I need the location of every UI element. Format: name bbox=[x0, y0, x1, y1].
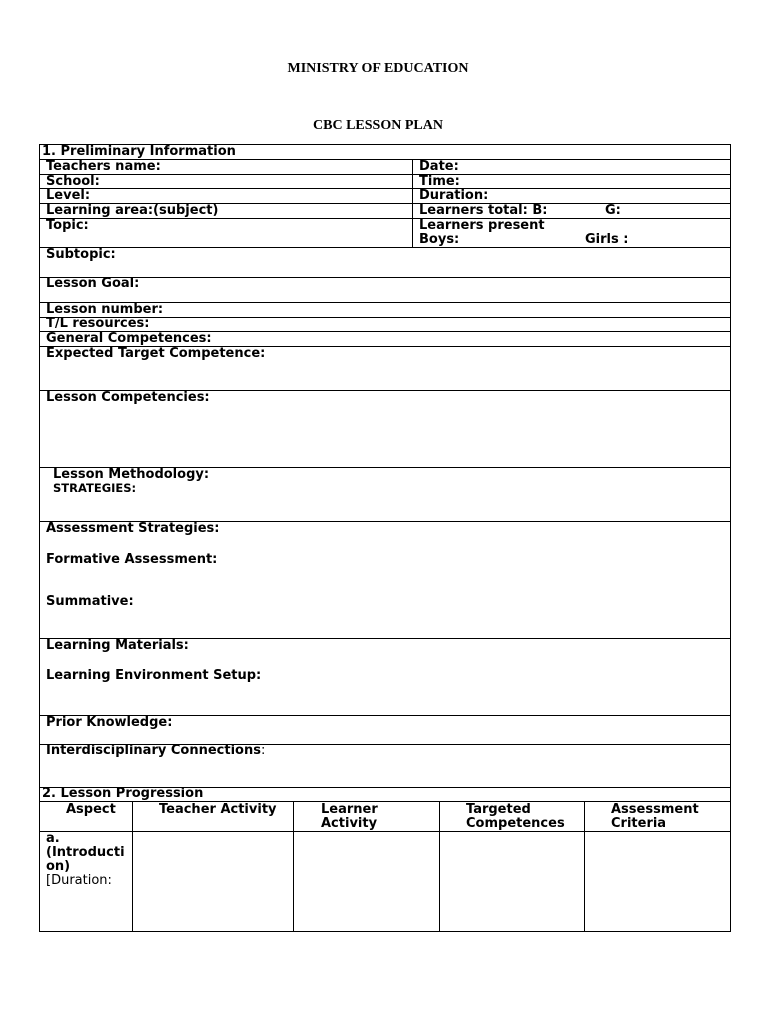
duration-label: Duration: bbox=[419, 188, 489, 203]
lesson-number-label: Lesson number: bbox=[46, 302, 164, 317]
row-divider bbox=[39, 188, 731, 189]
strategies-label: STRATEGIES: bbox=[53, 481, 137, 495]
learning-environment-setup-label: Learning Environment Setup: bbox=[46, 668, 262, 683]
row-a-label-line1: a. bbox=[46, 831, 60, 846]
learning-materials-label: Learning Materials: bbox=[46, 638, 189, 653]
lesson-goal-label: Lesson Goal: bbox=[46, 276, 140, 291]
row-a-label-line2: (Introducti bbox=[46, 845, 125, 860]
subtopic-label: Subtopic: bbox=[46, 247, 116, 262]
column-header-learner-activity-line2: Activity bbox=[321, 816, 378, 831]
general-competences-label: General Competences: bbox=[46, 331, 212, 346]
column-header-targeted-line1: Targeted bbox=[466, 802, 531, 817]
learners-total-boys-label: Learners total: B: bbox=[419, 203, 548, 218]
assessment-strategies-label: Assessment Strategies: bbox=[46, 521, 220, 536]
boys-label: Boys: bbox=[419, 232, 460, 247]
girls-label: Girls : bbox=[585, 232, 629, 247]
column-header-assessment-line2: Criteria bbox=[611, 816, 667, 831]
time-label: Time: bbox=[419, 174, 460, 189]
tl-resources-label: T/L resources: bbox=[46, 316, 150, 331]
column-divider bbox=[132, 801, 133, 932]
column-divider bbox=[439, 801, 440, 932]
row-divider bbox=[39, 831, 731, 832]
column-header-targeted-line2: Competences bbox=[466, 816, 565, 831]
learning-area-label: Learning area:(subject) bbox=[46, 203, 219, 218]
column-header-aspect: Aspect bbox=[66, 802, 116, 817]
interdisciplinary-connections-text: Interdisciplinary Connections bbox=[46, 743, 261, 758]
plan-title: CBC LESSON PLAN bbox=[313, 118, 443, 133]
column-header-learner-activity-line1: Learner bbox=[321, 802, 378, 817]
interdisciplinary-colon: : bbox=[260, 743, 266, 758]
interdisciplinary-connections-label bbox=[46, 744, 265, 758]
ministry-heading: MINISTRY OF EDUCATION bbox=[287, 61, 469, 76]
column-header-teacher-activity: Teacher Activity bbox=[159, 802, 277, 817]
teachers-name-label: Teachers name: bbox=[46, 159, 161, 174]
school-label: School: bbox=[46, 174, 100, 189]
row-a-duration: [Duration: bbox=[46, 873, 112, 888]
section-2-title: 2. Lesson Progression bbox=[42, 786, 204, 801]
date-label: Date: bbox=[419, 159, 459, 174]
learners-present-label: Learners present bbox=[419, 218, 545, 233]
section-1-title: 1. Preliminary Information bbox=[42, 144, 236, 159]
column-divider bbox=[293, 801, 294, 932]
lesson-competencies-label: Lesson Competencies: bbox=[46, 390, 210, 405]
lesson-methodology-label: Lesson Methodology: bbox=[53, 467, 210, 482]
row-divider bbox=[39, 218, 731, 219]
topic-label: Topic: bbox=[46, 218, 89, 233]
column-divider bbox=[584, 801, 585, 932]
expected-target-competence-label: Expected Target Competence: bbox=[46, 346, 266, 361]
row-divider bbox=[39, 174, 731, 175]
level-label: Level: bbox=[46, 188, 91, 203]
prior-knowledge-label: Prior Knowledge: bbox=[46, 715, 173, 730]
column-divider bbox=[412, 159, 413, 247]
row-a-label-line3: on) bbox=[46, 859, 71, 874]
learners-total-girls-label: G: bbox=[605, 203, 621, 218]
summative-label: Summative: bbox=[46, 594, 134, 609]
row-divider bbox=[39, 277, 731, 278]
column-header-assessment-line1: Assessment bbox=[611, 802, 699, 817]
formative-assessment-label: Formative Assessment: bbox=[46, 552, 218, 567]
row-divider bbox=[39, 247, 731, 248]
